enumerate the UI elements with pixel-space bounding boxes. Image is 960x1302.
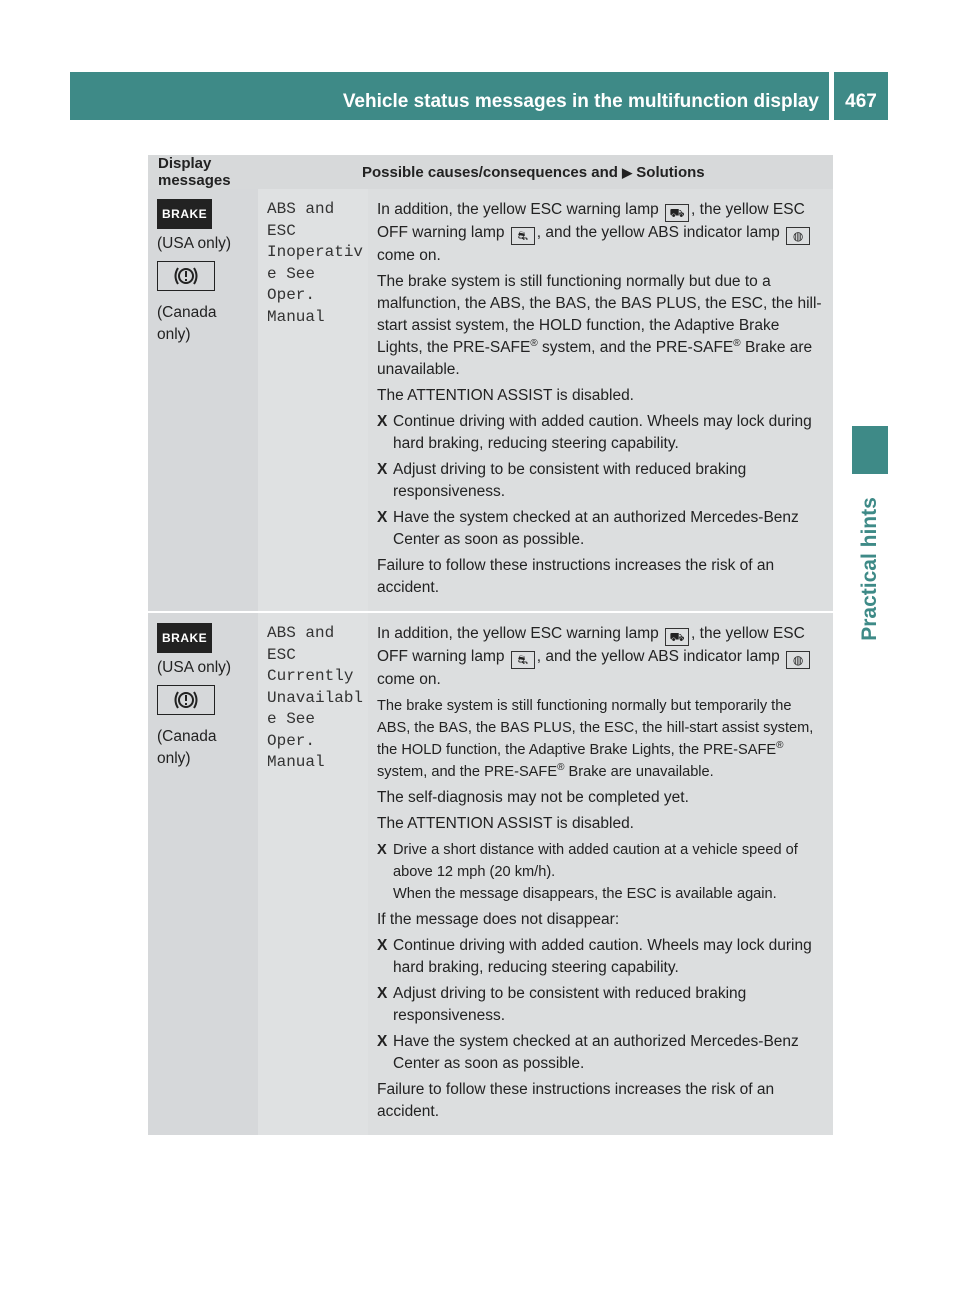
page-number: 467 xyxy=(834,72,888,120)
brake-warning-circle-icon xyxy=(157,261,215,291)
status-messages-table xyxy=(148,155,833,1135)
abs-indicator-icon: ◍ xyxy=(786,651,810,669)
solution-step: X Drive a short distance with added caution at a vehicle speed of above 12 mph (20 km/h). When the message disappears, the ESC is available again. xyxy=(377,842,798,902)
abs-indicator-icon: ◍ xyxy=(786,227,810,245)
table-row xyxy=(148,612,833,1135)
usa-only-label: (USA only) xyxy=(157,235,232,252)
display-message-text: ABS and ESC Currently Unavailabl e See Oper. Manual xyxy=(267,624,364,771)
brake-warning-circle-icon xyxy=(157,685,215,715)
column-header-causes: Possible causes/consequences and ▶ Solutions xyxy=(258,155,833,189)
solutions-arrow-icon: ▶ xyxy=(622,164,633,180)
causes-cell: In addition, the yellow ESC warning lamp ⛟ , the yellow ESC OFF warning lamp ⛐ , and the yellow ABS indicator lamp ◍ come on. The brake system is still functioning normally but due to a malfunction, the ABS, the BAS, the BAS PLUS, the ESC, the hill-start assist system, the HOLD function, the Adaptive Brake Lights, the PRE-SAFE® system, and the PRE-SAFE® Brake are unavailable. The ATTENTION ASSIST is disabled. X Continue driving with added caution. Wheels may lock during hard braking, reducing steering capability. X Adjust driving to be consistent with reduced braking responsiveness. X Have the system checked at an authorized Mercedes-Benz Center as soon as possible. Failure to follow these instructions increases the risk of an accident. xyxy=(368,189,833,612)
solution-step: X Adjust driving to be consistent with reduced braking responsiveness. xyxy=(377,985,747,1024)
column-header-display: Display messages xyxy=(148,155,258,189)
display-icons-cell xyxy=(148,612,258,1135)
esc-warning-icon: ⛟ xyxy=(665,628,689,646)
section-label: Practical hints xyxy=(858,497,881,641)
message-cell xyxy=(258,189,368,612)
esc-off-icon: ⛐ xyxy=(511,651,535,669)
solution-step: X Have the system checked at an authorized Mercedes-Benz Center as soon as possible. xyxy=(377,1033,799,1072)
solution-step: X Adjust driving to be consistent with reduced braking responsiveness. xyxy=(377,461,747,500)
brake-warning-icon: BRAKE xyxy=(157,199,212,229)
table-header-row xyxy=(148,155,833,189)
canada-only-label: (Canada only) xyxy=(157,304,217,343)
causes-cell: In addition, the yellow ESC warning lamp ⛟ , the yellow ESC OFF warning lamp ⛐ , and the yellow ABS indicator lamp ◍ come on. The brake system is still functioning normally but temporarily the ABS, the BAS, the BAS PLUS, the ESC, the hill-start assist system, the HOLD function, the Adaptive Brake Lights, the PRE-SAFE® system, and the PRE-SAFE® Brake are unavailable. The self-diagnosis may not be completed yet. The ATTENTION ASSIST is disabled. X Drive a short distance with added caution at a vehicle speed of above 12 mph (20 km/h). When the message disappears, the ESC is available again. If the message does not disappear: X Continue driving with added caution. Wheels may lock during hard braking, reducing steering capability. X Adjust driving to be consistent with reduced braking responsiveness. X Have the system checked at an authorized Mercedes-Benz Center as soon as possible. Failure to follow these instructions increases the risk of an accident. xyxy=(368,612,833,1135)
page-title: Vehicle status messages in the multifunction display xyxy=(70,72,829,120)
canada-only-label: (Canada only) xyxy=(157,728,217,767)
esc-warning-icon: ⛟ xyxy=(665,204,689,222)
page-header xyxy=(70,72,888,120)
usa-only-label: (USA only) xyxy=(157,659,232,676)
solution-step: X Have the system checked at an authorized Mercedes-Benz Center as soon as possible. xyxy=(377,509,799,548)
esc-off-icon: ⛐ xyxy=(511,227,535,245)
brake-warning-icon: BRAKE xyxy=(157,623,212,653)
table-row xyxy=(148,189,833,612)
solution-step: X Continue driving with added caution. Wheels may lock during hard braking, reducing steering capability. xyxy=(377,413,812,452)
display-icons-cell xyxy=(148,189,258,612)
message-cell xyxy=(258,612,368,1135)
section-tab-marker xyxy=(852,426,888,474)
display-message-text: ABS and ESC Inoperativ e See Oper. Manual xyxy=(267,200,364,326)
solution-step: X Continue driving with added caution. Wheels may lock during hard braking, reducing steering capability. xyxy=(377,937,812,976)
